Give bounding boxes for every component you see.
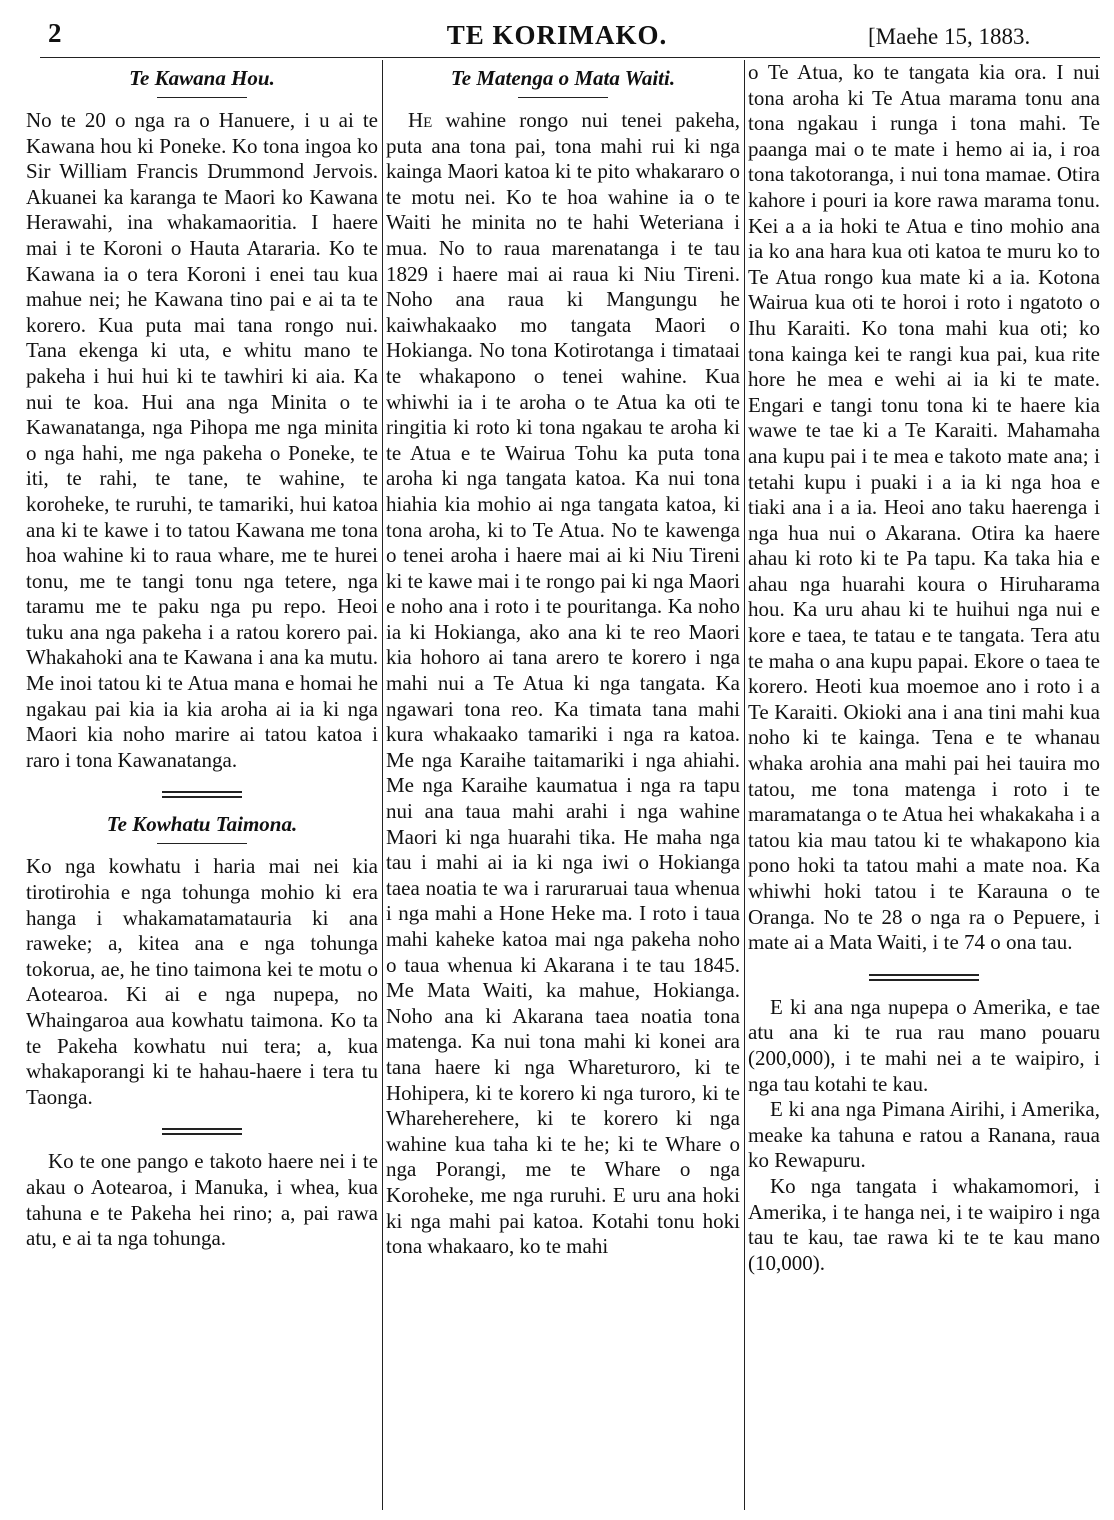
article-body-kawana: No te 20 o nga ra o Hanuere, i u ai te Kawana hou ki Poneke. Ko tona ingoa ko Sir William Francis Drummond Jervois. Akuanei ka karanga te Maori ko Kawana Herawahi, ina whakamaoritia. I haere mai i te Koroni o Hauta Atararia. Ko te Kawana ia o tera Koroni i enei tau kua mahue nei; he Kawana tino pai e ai ta te korero. Kua puta mai tana rongo nui. Tana ekenga ki uta, e whitu mano te pakeha i hui hui ki te tawhiri ki aia. Ka nui te koa. Hui ana nga Minita o te Kawanatanga, nga Pihopa me nga minita o nga hahi, me nga pakeha o Poneke, te iti, te rahi, te tane, te wahine, te koroheke, te ruruhi, te tamariki, hui katoa ana ki te kawe i to tatou Kawana me tona hoa wahine ki to raua whare, me te hurei tonu, me te tangi tonu nga tetere, nga taramu me te paku nga pu repo. Heoi tuku ana nga pakeha i a ratou korero pai. Whakahoki ana te Kawana i ana ka mutu. Me inoi tatou ki te Atua mana e homai he ngakau pai kia ia kia aroha ai ia ki nga Maori kia noho marire ai tatou katoa i raro i tona Kawanatanga. [26,108,378,772]
article-body-kowhatu: Ko nga kowhatu i haria mai nei kia tirotirohia e nga tohunga mohio ki era hanga i whakamatamatauria ki ana raweke; a, kitea ana e nga tohunga tokorua, ae, he tino taimona kei te motu o Aotearoa. Ki ai e nga nupepa, no Whaingaroa aua kowhatu taimona. Ko ta te Pakeha kowhatu nui tera; a, kua whakaporangi ki te hahau-haere i tera tu Taonga. [26,854,378,1109]
heading-rule [518,97,608,98]
article-body-one-pango: Ko te one pango e takoto haere nei i te akau o Aotearoa, i Manuka, i whea, kua tahuna e te Pakeha hei rino; a, pai rawa atu, e ai ta nga tohunga. [26,1149,378,1251]
section-divider [162,1128,242,1135]
article-body-matenga-cont: o Te Atua, ko te tangata kia ora. I nui tona aroha ki Te Atua marama tonu ana tona ngakau i runga i tona mahi. Te paanga mai o te mate i hemo ai ia, i roa tona takotoranga, i nui tona mamae. Otira kahore i pouri ia kore rawa marama tonu. Kei a a ia hoki te Atua e tino mohio ana ia ko ana hara kua oti katoa te muru ko to Te Atua rongo kua mate ki a ia. Kotona Wairua kua oti te horoi i roto i ngatoto o Ihu Karaiti. Ko tona mahi kua oti; ko tona kainga kei te rangi kua pai, kua rite hore he mea e wehi ai ia ki te mate. Engari e tangi tonu tona ki te haere kia wawe te tae ki a Te Karaiti. Mahamaha ana kupu pai i te mea e takoto mate ana; i tetahi kupu i puaki i a ia ki nga hoa e tiaki ana i a ia. Heoi ano taku haerenga i nga hua nui o Akarana. Otira ka haere ahau ki roto ki te Pa tapu. Ka taka hia e ahau nga huarahi koura o Hiruharama hou. Ka uru ahau ki te huihui nga nui e kore e taea, te tatau e te tangata. Tera atu te maha o ana kupu papai. Ekore o taea te korero. Heoti kua moemoe ano i roto i a Te Karaiti. Okioki ana i ana tini mahi kua noho ki te kainga. Tena e te whanau whaka arohia ana mahi pai hei tauira mo tatou, me tona matenga i roto i te maramatanga o te Atua hei whakakaha i a tatou kia mau tatou ki te whakapono kia pono hoki ta tatou mahi a mate noa. Ka whiwhi hoki tatou i te Karauna o te Oranga. No te 28 o nga ra o Pepuere, i mate ai a Mata Waiti, i te 74 o ona tau. [748,60,1100,955]
news-item-pimana: E ki ana nga Pimana Airihi, i Amerika, meake ka tahuna e ratou a Ranana, raua ko Rewapuru. [748,1097,1100,1173]
section-divider [162,791,242,798]
page-header [0,0,1114,58]
column-3 [748,60,1100,1512]
drop-word: He [408,108,433,132]
heading-rule [157,97,247,98]
news-item-amerika: E ki ana nga nupepa o Amerika, e tae atu ana ki te rua rau mano pouaru (200,000), i te mahi nei a te waipiro, i nga tau kotahi te kau. [748,994,1100,1096]
issue-date: [Maehe 15, 1883. [868,24,1031,49]
column-1 [26,60,378,1512]
newspaper-title: TE KORIMAKO. [446,20,668,50]
article-heading-matenga: Te Matenga o Mata Waiti. [450,66,676,90]
article-text: wahine rongo nui tenei pakeha, puta ana tona pai, tona mahi rui ki nga kainga Maori katoa ki te pito whakararo o te motu nei. Ko te hoa wahine ia o te Waiti he minita no te hahi Weteriana i mua. No to raua marenatanga i te tau 1829 i haere mai ai raua ki Niu Tireni. Noho ana raua ki Mangungu he kaiwhakaako mo tangata Maori o Hokianga. No tona Kotirotanga i timataai te whakapono o tenei wahine. Kua whiwhi ia i te aroha o te Atua ka oti te ringitia ki roto ki tona ngakau te aroha ki te Atua e te Wairua Tohu ka puta tona aroha ki nga tangata katoa. Ka nui tona hiahia kia mohio ai nga tangata katoa, ki tona aroha, ki to Te Atua. No te kawenga o tenei aroha i haere mai ai ki Niu Tireni ki te kawe mai i te rongo pai ki nga Maori e noho ana i roto i te pouritanga. Ka noho ia ki Hokianga, ako ana ki te reo Maori kia hohoro ai tana arero te korero i nga mahi nui a Te Atua ki nga tangata. Ka ngawari tona reo. Ka timata tana mahi kura whakaako tamariki i nga ra katoa. Me nga Karaihe taitamariki i nga ahiahi. Me nga Karaihe kaumatua i nga ra tapu nui ana taua mahi arahi i nga wahine Maori ki nga huarahi tika. He maha nga tau i mahi ai ia ki nga iwi o Hokianga taea noatia te wa i raruraruai taua whenua i nga mahi a Hone Heke ma. I roto i taua mahi kaheke katoa mai nga pakeha noho o taua whenua ki Akarana i te tau 1845. Me Mata Waiti, ka mahue, Hokianga. Noho ana ki Akarana taea noatia tona matenga. Ka nui tona mahi ki konei ara tana haere ki nga Whareturoro, ki te Hohipera, ki te korero ki nga turoro, ki te Wharehereherе, ki te korero ki nga wahine kua taha ki te he; ki te Whare o nga Porangi, me te Whare o nga Koroheke, me nga ruruhi. E uru ana hoki ki nga mahi pai katoa. Kotahi tonu hoki tona whakaaro, ko te mahi [386,108,740,1259]
column-2 [386,60,740,1512]
header-rule [40,57,1100,58]
article-heading-kawana: Te Kawana Hou. [129,66,275,90]
section-divider [869,974,979,981]
page-number: 2 [48,18,62,48]
column-divider-2 [744,60,745,1510]
heading-rule [157,843,247,844]
column-divider-1 [382,60,383,1510]
article-body-matenga [386,108,740,1260]
article-heading-kowhatu: Te Kowhatu Taimona. [106,812,298,837]
news-item-whakamomori: Ko nga tangata i whakamomori, i Amerika, i te hanga nei, i te waipiro i nga tau te kau, tae rawa ki te te kau mano (10,000). [748,1173,1100,1275]
